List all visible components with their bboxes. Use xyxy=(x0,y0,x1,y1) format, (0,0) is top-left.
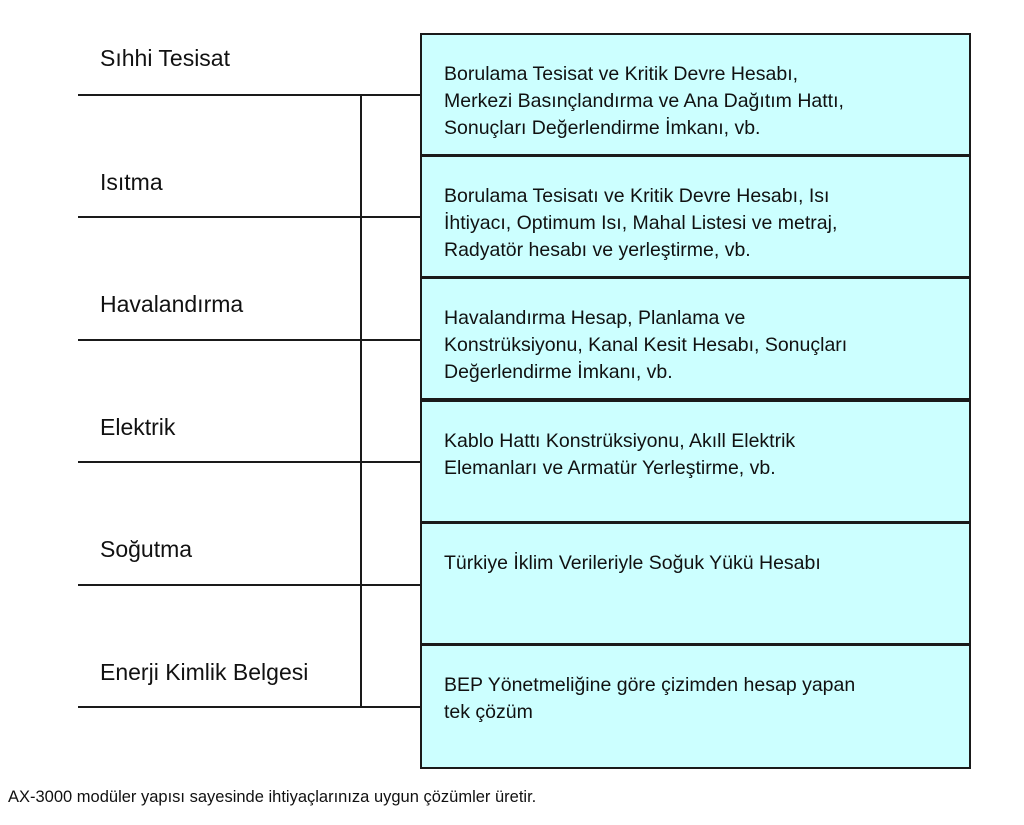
description-box-enerji-kimlik-belgesi xyxy=(420,644,971,769)
label-sihhi-tesisat: Sıhhi Tesisat xyxy=(100,45,230,71)
description-box-isitma xyxy=(420,155,971,278)
description-elektrik: Kablo Hattı Konstrüksiyonu, Akıll Elektrik Elemanları ve Armatür Yerleştirme, vb. xyxy=(444,430,796,479)
label-enerji-kimlik-belgesi: Enerji Kimlik Belgesi xyxy=(100,659,309,685)
description-sihhi-tesisat: Borulama Tesisat ve Kritik Devre Hesabı, Merkezi Basınçlandırma ve Ana Dağıtım Hattı, Sonuçları Değerlendirme İmkanı, vb. xyxy=(444,63,844,139)
figure-caption: AX-3000 modüler yapısı sayesinde ihtiyaçlarınıza uygun çözümler üretir. xyxy=(8,788,537,806)
description-box-sogutma xyxy=(420,522,971,645)
description-box-sihhi-tesisat xyxy=(420,33,971,156)
label-isitma: Isıtma xyxy=(100,169,163,195)
label-sogutma: Soğutma xyxy=(100,536,193,562)
label-elektrik: Elektrik xyxy=(100,414,176,440)
description-havalandirma: Havalandırma Hesap, Planlama ve Konstrüksiyonu, Kanal Kesit Hesabı, Sonuçları Değerlendirme İmkanı, vb. xyxy=(444,307,848,383)
label-havalandirma: Havalandırma xyxy=(100,291,244,317)
description-box-elektrik xyxy=(420,400,971,523)
description-box-havalandirma xyxy=(420,277,971,400)
description-sogutma: Türkiye İklim Verileriyle Soğuk Yükü Hesabı xyxy=(444,552,821,574)
description-enerji-kimlik-belgesi: BEP Yönetmeliğine göre çizimden hesap yapan tek çözüm xyxy=(444,674,856,723)
description-isitma: Borulama Tesisatı ve Kritik Devre Hesabı, Isı İhtiyacı, Optimum Isı, Mahal Listesi ve metraj, Radyatör hesabı ve yerleştirme, vb. xyxy=(444,185,838,261)
